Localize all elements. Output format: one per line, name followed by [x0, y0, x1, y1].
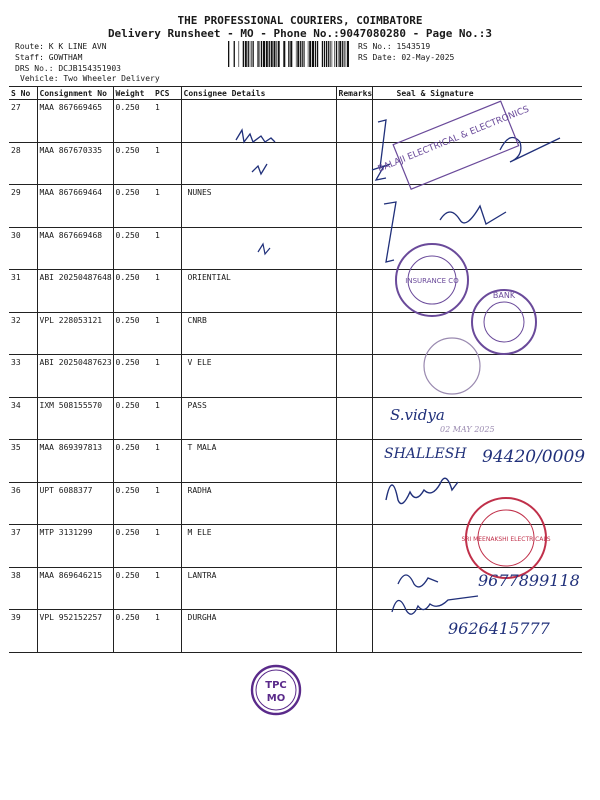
row-pcs: 1 — [153, 567, 181, 610]
vehicle-label: Vehicle: Two Wheeler Delivery — [20, 74, 160, 83]
row-consignment: ABI 20250487623 — [37, 355, 113, 398]
barcode-bar — [342, 41, 343, 67]
row-remarks — [336, 185, 372, 228]
barcode-bar — [344, 41, 345, 67]
row-remarks — [336, 525, 372, 568]
barcode-bar — [263, 41, 265, 67]
row-consignment: VPL 228053121 — [37, 312, 113, 355]
row-remarks — [336, 312, 372, 355]
barcode-bar — [347, 41, 349, 67]
barcode — [228, 41, 354, 67]
row-sno: 32 — [9, 312, 37, 355]
table-row — [9, 525, 582, 568]
bank-stamp-text: BANK — [492, 291, 516, 300]
row-seal — [372, 100, 582, 143]
row-sno: 36 — [9, 482, 37, 525]
row-remarks — [336, 440, 372, 483]
row-sno: 35 — [9, 440, 37, 483]
row-seal — [372, 482, 582, 525]
row-consignee: DURGHA — [181, 610, 336, 653]
barcode-bar — [334, 41, 335, 67]
row-pcs: 1 — [153, 142, 181, 185]
row-sno: 34 — [9, 397, 37, 440]
barcode-bar — [346, 41, 347, 67]
row-consignee — [181, 100, 336, 143]
row-consignment: VPL 952152257 — [37, 610, 113, 653]
barcode-bar — [317, 41, 318, 67]
barcode-bar — [278, 41, 280, 67]
barcode-bar — [274, 41, 276, 67]
balaji-stamp-text: BALAJI ELECTRICAL & ELECTRONICS — [376, 104, 531, 175]
table-row — [9, 482, 582, 525]
row-weight: 0.250 — [113, 610, 153, 653]
barcode-bar — [324, 41, 325, 67]
table-row — [9, 312, 582, 355]
barcode-bar — [304, 41, 305, 67]
row-seal — [372, 142, 582, 185]
row-pcs: 1 — [153, 440, 181, 483]
row-pcs: 1 — [153, 185, 181, 228]
table-row — [9, 100, 582, 143]
row-weight: 0.250 — [113, 270, 153, 313]
barcode-bar — [253, 41, 254, 67]
barcode-bar — [260, 41, 261, 67]
row-remarks — [336, 397, 372, 440]
stamp-date: 02 MAY 2025 — [440, 425, 495, 434]
row-sno: 28 — [9, 142, 37, 185]
barcode-bar — [308, 41, 309, 67]
barcode-bar — [332, 41, 333, 67]
row-weight: 0.250 — [113, 397, 153, 440]
table-row — [9, 355, 582, 398]
row-sno: 29 — [9, 185, 37, 228]
barcode-bar — [234, 41, 235, 67]
row-pcs: 1 — [153, 312, 181, 355]
row-consignment: MTP 3131299 — [37, 525, 113, 568]
row-weight: 0.250 — [113, 525, 153, 568]
table-row — [9, 440, 582, 483]
barcode-bar — [300, 41, 301, 67]
row-weight: 0.250 — [113, 440, 153, 483]
row-consignee: ORIENTIAL — [181, 270, 336, 313]
barcode-bar — [338, 41, 339, 67]
barcode-bar — [276, 41, 277, 67]
runsheet-table — [9, 86, 582, 653]
row-consignment: MAA 867669464 — [37, 185, 113, 228]
row-consignee: M ELE — [181, 525, 336, 568]
barcode-bar — [271, 41, 273, 67]
row-consignee: V ELE — [181, 355, 336, 398]
row-weight: 0.250 — [113, 312, 153, 355]
barcode-bar — [290, 41, 292, 67]
barcode-bar — [269, 41, 270, 67]
row-remarks — [336, 567, 372, 610]
row-weight: 0.250 — [113, 142, 153, 185]
table-row — [9, 270, 582, 313]
row-remarks — [336, 482, 372, 525]
row-remarks — [336, 142, 372, 185]
table-row — [9, 185, 582, 228]
runsheet-title: Delivery Runsheet - MO - Phone No.:9047080280 - Page No.:3 — [107, 27, 493, 40]
barcode-bar — [261, 41, 262, 67]
row-seal — [372, 610, 582, 653]
row-sno: 37 — [9, 525, 37, 568]
barcode-bar — [248, 41, 249, 67]
barcode-bar — [296, 41, 297, 67]
row-sno: 38 — [9, 567, 37, 610]
col-consignee: Consignee Details — [181, 87, 336, 100]
row-consignment: MAA 867669468 — [37, 227, 113, 270]
row-remarks — [336, 610, 372, 653]
barcode-bar — [250, 41, 251, 67]
row-consignee: RADHA — [181, 482, 336, 525]
row-remarks — [336, 270, 372, 313]
mo-stamp-text: MO — [266, 693, 286, 704]
row-sno: 33 — [9, 355, 37, 398]
barcode-bar — [297, 41, 299, 67]
barcode-bar — [330, 41, 331, 67]
row-consignee: PASS — [181, 397, 336, 440]
barcode-bar — [288, 41, 289, 67]
barcode-bar — [339, 41, 341, 67]
table-row — [9, 567, 582, 610]
company-title: THE PROFESSIONAL COURIERS, COIMBATORE — [177, 14, 423, 27]
row-pcs: 1 — [153, 525, 181, 568]
barcode-bar — [315, 41, 316, 67]
row-weight: 0.250 — [113, 227, 153, 270]
table-row — [9, 397, 582, 440]
row-weight: 0.250 — [113, 482, 153, 525]
barcode-bar — [283, 41, 285, 67]
row-consignment: UPT 6088377 — [37, 482, 113, 525]
table-row — [9, 142, 582, 185]
table-header — [9, 87, 582, 100]
table-row — [9, 610, 582, 653]
row-consignment: MAA 869397813 — [37, 440, 113, 483]
row-sno: 31 — [9, 270, 37, 313]
col-pcs: PCS — [153, 87, 181, 100]
row-consignment: MAA 867670335 — [37, 142, 113, 185]
row-seal — [372, 397, 582, 440]
row-sno: 30 — [9, 227, 37, 270]
row-consignee: LANTRA — [181, 567, 336, 610]
barcode-bar — [228, 41, 229, 67]
col-sno: S No — [9, 87, 37, 100]
row-remarks — [336, 100, 372, 143]
row-consignee: CNRB — [181, 312, 336, 355]
row-consignee: NUNES — [181, 185, 336, 228]
phone-number: 9677899118 — [478, 571, 580, 590]
row-pcs: 1 — [153, 397, 181, 440]
row-pcs: 1 — [153, 482, 181, 525]
signer-shallesh: SHALLESH — [384, 446, 467, 462]
row-remarks — [336, 355, 372, 398]
row-consignee — [181, 142, 336, 185]
row-sno: 27 — [9, 100, 37, 143]
row-pcs: 1 — [153, 610, 181, 653]
col-remarks: Remarks — [336, 87, 372, 100]
col-consignment: Consignment No — [37, 87, 113, 100]
phone-number: 9626415777 — [448, 619, 550, 638]
route-label: Route: K K LINE AVN — [15, 42, 107, 51]
barcode-bar — [302, 41, 303, 67]
row-seal — [372, 567, 582, 610]
row-consignment: ABI 20250487648 — [37, 270, 113, 313]
row-seal — [372, 355, 582, 398]
row-remarks — [336, 227, 372, 270]
rs-number: RS No.: 1543519 — [358, 42, 431, 51]
barcode-bar — [257, 41, 258, 67]
col-seal: Seal & Signature — [372, 87, 582, 100]
row-consignee — [181, 227, 336, 270]
row-consignment: MAA 869646215 — [37, 567, 113, 610]
barcode-bar — [239, 41, 240, 67]
drs-number: DRS No.: DCJB154351903 — [15, 64, 121, 73]
row-consignment: IXM 508155570 — [37, 397, 113, 440]
staff-label: Staff: GOWTHAM — [15, 53, 83, 62]
barcode-bar — [309, 41, 311, 67]
barcode-bar — [322, 41, 323, 67]
row-consignment: MAA 867669465 — [37, 100, 113, 143]
row-pcs: 1 — [153, 227, 181, 270]
signer-name: S.vidya — [390, 406, 445, 424]
row-seal — [372, 525, 582, 568]
row-weight: 0.250 — [113, 355, 153, 398]
tpc-stamp-text: TPC — [265, 680, 287, 691]
sri-stamp-text: SRI MEENAKSHI ELECTRICALS — [461, 536, 551, 543]
row-weight: 0.250 — [113, 567, 153, 610]
row-pcs: 1 — [153, 355, 181, 398]
row-seal — [372, 312, 582, 355]
col-weight: Weight — [113, 87, 153, 100]
phone-number: 94420/0009 — [482, 447, 586, 467]
row-weight: 0.250 — [113, 185, 153, 228]
row-pcs: 1 — [153, 270, 181, 313]
row-seal — [372, 440, 582, 483]
barcode-bar — [336, 41, 337, 67]
row-seal — [372, 270, 582, 313]
barcode-bar — [312, 41, 314, 67]
row-weight: 0.250 — [113, 100, 153, 143]
tpc-mo-stamp — [252, 666, 300, 714]
row-seal — [372, 185, 582, 228]
barcode-bar — [245, 41, 247, 67]
table-row — [9, 227, 582, 270]
rs-date: RS Date: 02-May-2025 — [358, 53, 455, 62]
row-consignee: T MALA — [181, 440, 336, 483]
barcode-bar — [251, 41, 252, 67]
row-seal — [372, 227, 582, 270]
barcode-bar — [266, 41, 268, 67]
insurance-stamp-text: INSURANCE CO — [405, 277, 459, 285]
barcode-bar — [326, 41, 327, 67]
barcode-bar — [328, 41, 329, 67]
barcode-bar — [243, 41, 244, 67]
row-pcs: 1 — [153, 100, 181, 143]
row-sno: 39 — [9, 610, 37, 653]
